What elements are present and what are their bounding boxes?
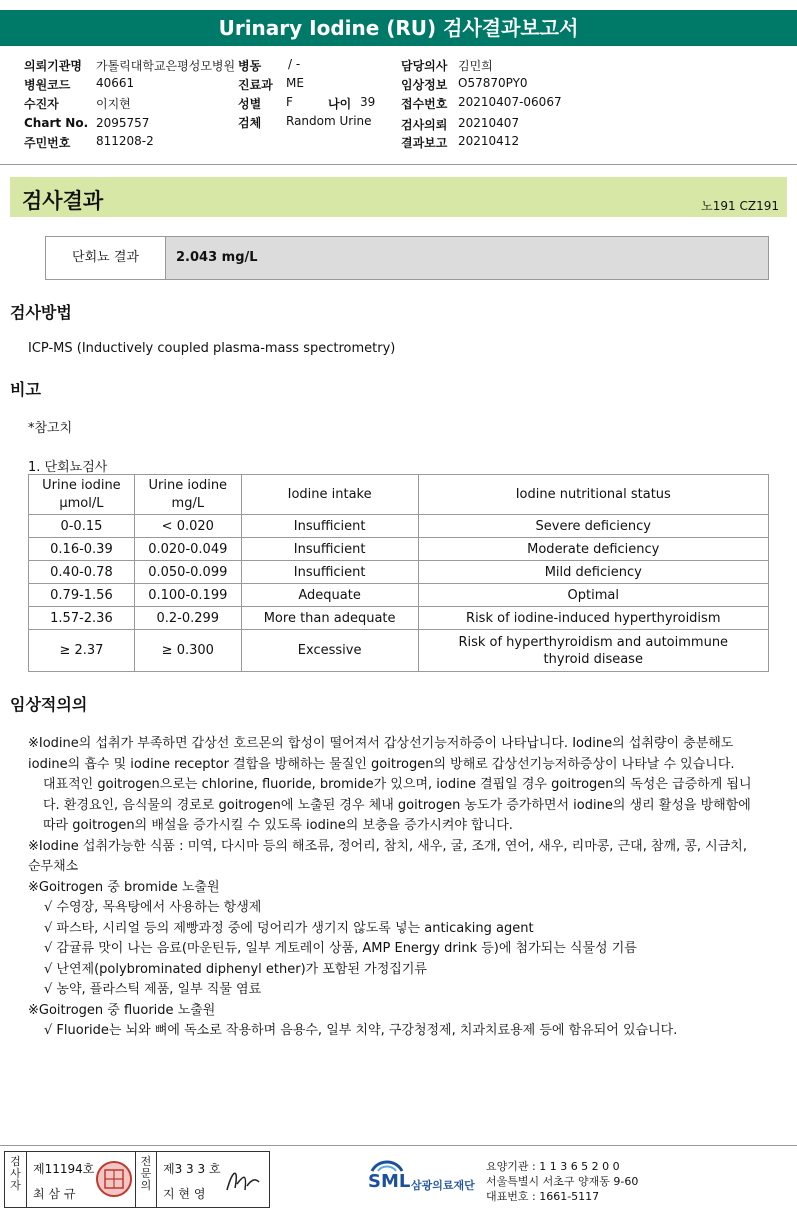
seal-icon [95,1160,133,1198]
cell-intake: Insufficient [241,561,418,584]
doctor-label: 담당의사 [401,59,448,73]
lab-address: 서울특별시 서초구 양재동 9-60 [486,1175,639,1188]
report-title: Urinary Iodine (RU) 검사결과보고서 [0,10,797,46]
receipt-value: 20210407-06067 [458,95,562,109]
clinical-p5: ※Goitrogen 중 fluoride 노출원 [28,1002,216,1018]
lab-info [486,1159,638,1204]
cell-umol: 0.16-0.39 [29,538,135,561]
result-box [45,236,769,280]
remarks-heading: 비고 [10,380,41,399]
table-row [29,561,769,584]
lab-phone: 대표번호 : 1661-5117 [486,1190,600,1203]
institution-label: 의뢰기관명 [24,59,82,73]
cell-mg: < 0.020 [134,515,241,538]
sml-logo [368,1157,488,1197]
clinical-info-label: 임상정보 [401,78,448,92]
specimen-value: Random Urine [286,114,372,128]
request-value: 20210407 [458,116,520,130]
signature-icon [223,1162,263,1198]
cell-status: Severe deficiency [418,515,768,538]
approver-label: 전문의 [135,1152,157,1207]
approver-name: 지 현 영 [163,1187,206,1201]
bromide-item: √ 수영장, 목욕탕에서 사용하는 항생제 [44,900,262,915]
result-heading: 검사결과 [22,189,104,213]
footer-divider [0,1145,797,1146]
inspector-label: 검사자 [5,1152,27,1207]
cell-mg: 0.050-0.099 [134,561,241,584]
hospital-code-label: 병원코드 [24,78,71,92]
cell-intake: Adequate [241,584,418,607]
cell-mg: 0.100-0.199 [134,584,241,607]
care-number: 요양기관 : 1 1 3 6 5 2 0 0 [486,1160,620,1173]
cell-umol: 0-0.15 [29,515,135,538]
cell-intake: Insufficient [241,538,418,561]
signature-box [4,1151,270,1208]
specimen-label: 검체 [238,116,262,130]
id-value: 811208-2 [96,134,154,148]
examinee-label: 수진자 [24,97,59,111]
reference-subtitle: 1. 단회뇨검사 [28,460,108,475]
cell-umol: 1.57-2.36 [29,607,135,630]
clinical-info-value: O57870PY0 [458,76,528,90]
info-divider [0,164,797,165]
logo-text: SML [368,1171,411,1192]
report-date-value: 20210412 [458,134,520,148]
col-header-mg: Urine iodine mg/L [134,475,241,515]
fluoride-item: √ Fluoride는 뇌와 뼈에 독소로 작용하며 음용수, 일부 치약, 구강청정제, 치과치료용제 등에 함유되어 있습니다. [44,1023,678,1038]
clinical-p1: ※Iodine의 섭취가 부족하면 갑상선 호르몬의 합성이 떨어져서 갑상선기능저하증이 나타납니다. Iodine의 섭취량이 충분해도 iodine의 흡수 및 iodine receptor 결합을 방해하는 물질인 goitrogen의 방해로 갑상선기능저하증상이 나타날 수 있습니다. [28,736,735,772]
examinee-value: 이지현 [96,97,131,111]
report-date-label: 결과보고 [401,136,448,150]
bromide-item: √ 감귤류 맛이 나는 음료(마운틴듀, 일부 게토레이 상품, AMP Energy drink 등)에 첨가되는 식물성 기름 [44,941,637,956]
table-row [29,607,769,630]
footer [0,1145,797,1215]
cell-mg: 0.2-0.299 [134,607,241,630]
reference-table [28,474,769,672]
method-heading: 검사방법 [10,303,72,322]
cell-intake: More than adequate [241,607,418,630]
dept-label: 진료과 [238,78,273,92]
table-header-row [29,475,769,515]
dept-value: ME [286,76,304,90]
hospital-code-value: 40661 [96,76,135,90]
doctor-value: 김민희 [458,59,493,73]
cell-intake: Excessive [241,630,418,672]
result-item-value: 2.043 mg/L [176,250,258,265]
inspector-name: 최 삼 규 [33,1187,76,1201]
cell-intake: Insufficient [241,515,418,538]
cell-status: Mild deficiency [418,561,768,584]
cell-mg: ≥ 0.300 [134,630,241,672]
cell-umol: 0.40-0.78 [29,561,135,584]
table-row [29,584,769,607]
cell-mg: 0.020-0.049 [134,538,241,561]
request-label: 검사의뢰 [401,118,448,132]
sex-label: 성별 [238,97,262,111]
cell-status: Moderate deficiency [418,538,768,561]
clinical-text [28,734,758,1042]
reference-title: *참고치 [28,421,73,436]
result-code: 노191 CZ191 [701,199,779,213]
receipt-label: 접수번호 [401,97,448,111]
cell-status: Optimal [418,584,768,607]
cell-status: Risk of hyperthyroidism and autoimmune thyroid disease [418,630,768,672]
cell-umol: ≥ 2.37 [29,630,135,672]
col-header-umol: Urine iodine μmol/L [29,475,135,515]
bromide-item: √ 농약, 플라스틱 제품, 일부 직물 염료 [44,982,262,997]
cell-status: Risk of iodine-induced hyperthyroidism [418,607,768,630]
clinical-p2: 대표적인 goitrogen으로는 chlorine, fluoride, bromide가 있으며, iodine 결핍일 경우 goitrogen의 독성은 급증하게 됩니다. 환경요인, 음식물의 경로로 goitrogen에 노출된 경우 체내 goitrogen 농도가 증가하면서 iodine의 생리 활성을 방해함에 따라 goitrogen의 배설을 증가시킬 수 있도록 iodine의 보충을 증가시켜야 합니다. [43,777,752,833]
cell-umol: 0.79-1.56 [29,584,135,607]
clinical-p4: ※Goitrogen 중 bromide 노출원 [28,879,220,895]
chart-value: 2095757 [96,116,150,130]
patient-info [0,55,797,155]
clinical-p3: ※Iodine 섭취가능한 식품 : 미역, 다시마 등의 해조류, 정어리, 참치, 새우, 굴, 조개, 연어, 새우, 리마콩, 근대, 참깨, 콩, 시금치, 순무채소 [28,838,747,874]
ward-value: / - [288,57,301,71]
age-value: 39 [360,95,376,109]
inspector-number: 제11194호 [33,1162,95,1176]
logo-korean: 삼광의료재단 [411,1179,475,1192]
ward-label: 병동 [238,59,262,73]
bromide-item: √ 난연제(polybrominated diphenyl ether)가 포함된 가정집기류 [44,961,427,977]
col-header-intake: Iodine intake [241,475,418,515]
institution-value: 가톨릭대학교은평성모병원 [96,59,236,73]
method-text: ICP-MS (Inductively coupled plasma-mass spectrometry) [28,341,396,356]
approver-number: 제3 3 3 호 [163,1162,221,1176]
id-label: 주민번호 [24,136,71,150]
clinical-heading: 임상적의의 [10,695,88,714]
table-row [29,515,769,538]
table-row [29,538,769,561]
table-row [29,630,769,672]
age-label: 나이 [328,97,352,111]
bromide-item: √ 파스타, 시리얼 등의 제빵과정 중에 덩어리가 생기지 않도록 넣는 anticaking agent [44,920,534,936]
sex-value: F [286,95,293,109]
chart-label: Chart No. [24,116,89,130]
col-header-status: Iodine nutritional status [418,475,768,515]
result-item-label: 단회뇨 결과 [46,237,166,279]
result-header [10,177,787,217]
